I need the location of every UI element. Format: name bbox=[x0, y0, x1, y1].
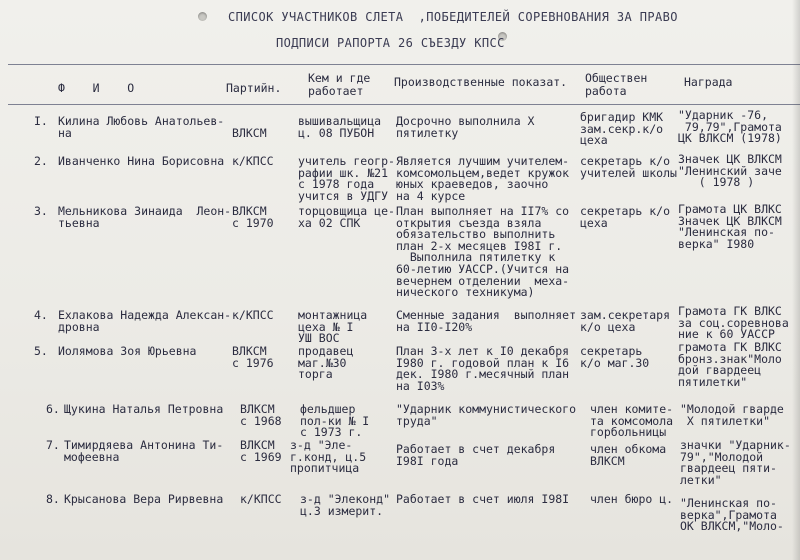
row-number: 2. bbox=[34, 154, 48, 168]
row-award: "Ударник -76, 79,79",Грамота ЦК ВЛКСМ (1978) bbox=[678, 108, 782, 146]
page-edge-shadow bbox=[792, 0, 800, 560]
row-social: член бюро ц. bbox=[590, 492, 674, 506]
row-social: секретарь к/о учителей школы bbox=[580, 154, 677, 180]
row-social: секретарь к/о цеха bbox=[580, 204, 671, 230]
row-award: значки "Ударник- 79","Молодой гвардеец пяти- летки" bbox=[680, 438, 791, 487]
header-work: Кем и где работает bbox=[308, 71, 371, 98]
row-production: План выполняет на II7% со открытия съезда взяла обязательство выполнить план 2-х месяцев I98I г. Выполнила пятилетку к 60-летию УАССР.(Учится на вечернем отделении меха- нического техникума) bbox=[396, 204, 570, 300]
row-social: бригадир КМК зам.секр.к/о цеха bbox=[580, 110, 664, 148]
row-name: Килина Любовь Анатольев- на bbox=[58, 114, 225, 140]
row-number: 3. bbox=[34, 204, 48, 218]
row-name: Тимирдяева Антонина Ти- мофеевна bbox=[64, 438, 224, 464]
row-work: вышивальщица ц. 08 ПУБОН bbox=[298, 114, 382, 140]
row-social: секретарь к/о маг.30 bbox=[580, 344, 650, 370]
header-production: Производственные показат. bbox=[394, 75, 568, 89]
row-production: Сменные задания выполняет на II0-I20% bbox=[396, 308, 577, 334]
row-name: Крысанова Вера Рирвевна bbox=[64, 492, 224, 506]
row-social: член обкома ВЛКСМ bbox=[590, 442, 667, 468]
row-name: Ехлакова Надежда Алексан- дровна bbox=[58, 308, 232, 334]
row-party: ВЛКСМ с 1968 bbox=[240, 402, 282, 428]
row-party: ВЛКСМ с 1969 bbox=[240, 438, 282, 464]
row-social: член комите- та комсомола горбольницы bbox=[590, 402, 674, 440]
row-social: зам.секретаря к/о цеха bbox=[580, 308, 671, 334]
row-name: Щукина Наталья Петровна bbox=[64, 402, 224, 416]
row-award: Значек ЦК ВЛКСМ "Ленинский заче ( 1978 ) bbox=[678, 152, 782, 190]
row-number: 6. bbox=[46, 402, 60, 416]
row-production: Досрочно выполнила Х пятилетку bbox=[396, 114, 535, 140]
row-production: Является лучшим учителем- комсомольцем,ведет кружок юных краеведов, заочно на 4 курсе bbox=[396, 154, 570, 203]
row-number: 7. bbox=[46, 438, 60, 452]
document-title-line2: ПОДПИСИ РАПОРТА 26 СЪЕЗДУ КПСС bbox=[276, 36, 505, 50]
header-bottom-rule bbox=[8, 104, 800, 105]
row-work: учитель геогр- рафии шк. №21 с 1978 года учится в УДГУ bbox=[298, 154, 395, 203]
row-number: 5. bbox=[34, 344, 48, 358]
row-award: Грамота ЦК ВЛКС Значек ЦК ВЛКСМ "Ленинская по- верка" I980 bbox=[678, 202, 782, 251]
header-social: Обществен работа bbox=[585, 71, 648, 98]
row-work: торцовщица це- ха 02 СПК bbox=[298, 204, 395, 230]
row-award: грамота ГК ВЛКС бронз.знак"Моло дой гвардеец пятилетки" bbox=[678, 340, 782, 389]
row-award: "Ленинская по- верка",Грамота ОК ВЛКСМ,"Моло- bbox=[680, 496, 784, 534]
header-party: Партийн. bbox=[226, 81, 282, 95]
row-number: I. bbox=[34, 114, 48, 128]
row-production: Работает в счет декабря I98I года bbox=[396, 442, 556, 468]
row-name: Мельникова Зинаида Леон- тьевна bbox=[58, 204, 232, 230]
row-production: План 3-х лет к I0 декабря I980 г. годовой план к I6 дек. I980 г.месячный план на I03% bbox=[396, 344, 570, 393]
header-fio: Ф И О bbox=[58, 81, 135, 95]
row-work: продавец маг.№30 торга bbox=[298, 344, 354, 382]
row-number: 4. bbox=[34, 308, 48, 322]
row-work: монтажница цеха № I УШ ВОС bbox=[298, 308, 368, 346]
row-party: к/КПСС bbox=[232, 308, 274, 322]
row-work: з-д "Элеконд" ц.3 измерит. bbox=[300, 492, 391, 518]
punch-hole-left bbox=[198, 12, 207, 21]
row-party: ВЛКСМ bbox=[232, 126, 267, 140]
row-name: Иванченко Нина Борисовна bbox=[58, 154, 225, 168]
table-top-rule bbox=[8, 64, 800, 65]
header-award: Награда bbox=[684, 75, 733, 89]
row-party: ВЛКСМ с 1970 bbox=[232, 204, 274, 230]
row-party: ВЛКСМ с 1976 bbox=[232, 344, 274, 370]
row-party: к/КПСС bbox=[232, 154, 274, 168]
row-number: 8. bbox=[46, 492, 60, 506]
row-award: Грамота ГК ВЛКС за соц.соревнова ние к 60 УАССР bbox=[678, 304, 789, 342]
row-award: "Молодой гварде Х пятилетки" bbox=[680, 402, 784, 428]
row-production: "Ударник коммунистического труда" bbox=[396, 402, 577, 428]
row-work: фельдшер пол-ки № I с 1973 г. bbox=[300, 402, 370, 440]
document-title-line1: СПИСОК УЧАСТНИКОВ СЛЕТА ,ПОБЕДИТЕЛЕЙ СОРЕВНОВАНИЯ ЗА ПРАВО bbox=[228, 10, 678, 24]
row-name: Иолямова Зоя Юрьевна bbox=[58, 344, 197, 358]
row-work: з-д "Эле- г.конд, ц.5 пропитчица bbox=[290, 438, 367, 476]
row-production: Работает в счет июля I98I bbox=[396, 492, 570, 506]
row-party: к/КПСС bbox=[240, 492, 282, 506]
